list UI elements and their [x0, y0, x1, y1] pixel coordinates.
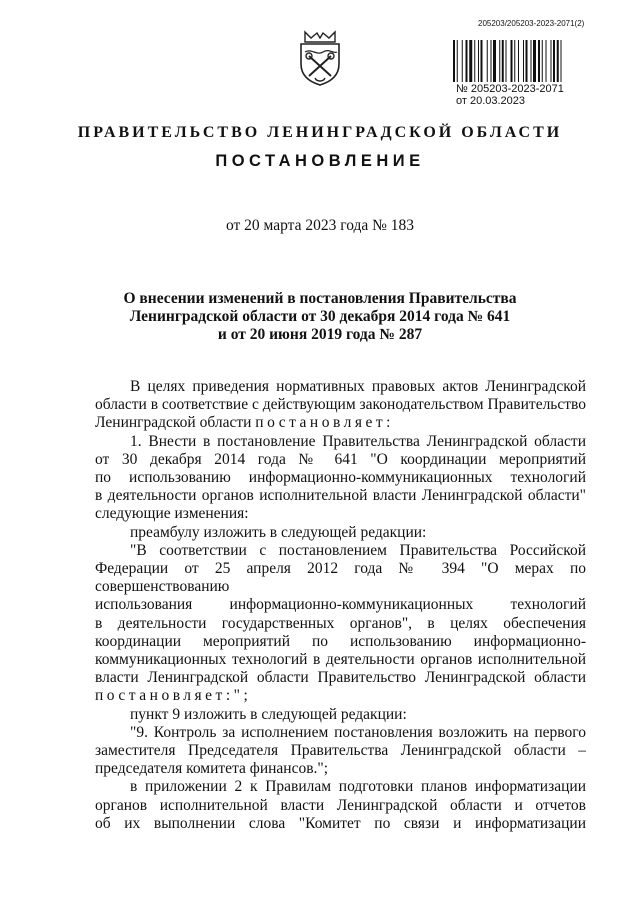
barcode-bar — [557, 40, 559, 82]
barcode-bar — [481, 40, 483, 82]
body-line: в приложении 2 к Правилам подготовки планов информатизации — [130, 778, 586, 796]
body-line: в деятельности государственных органов", в целях обеспечения — [95, 614, 586, 632]
barcode-bar — [487, 40, 488, 82]
body-line: пункт 9 изложить в следующей редакции: — [130, 705, 407, 723]
barcode-bar — [453, 40, 455, 82]
title-line: и от 20 июня 2019 года № 287 — [217, 326, 423, 343]
organization-title: ПРАВИТЕЛЬСТВО ЛЕНИНГРАДСКОЙ ОБЛАСТИ — [77, 124, 563, 141]
registration-number: № 205203-2023-2071 — [456, 83, 564, 95]
spaced-word: постановляет: — [255, 414, 394, 432]
body-text: Ленинградской области — [95, 414, 252, 432]
body-line: в деятельности органов исполнительной власти Ленинградской области" — [95, 487, 586, 505]
barcode-bar — [561, 40, 562, 82]
barcode-bar — [542, 40, 543, 82]
body-line: Федерации от 25 апреля 2012 года № 394 "О мерах по совершенствованию — [95, 560, 586, 596]
document-title — [0, 290, 640, 344]
barcode-bar — [531, 40, 532, 82]
barcode-bar — [466, 40, 468, 82]
document-reference: 205203/205203-2023-2071(2) — [478, 19, 585, 28]
barcode-bar — [511, 40, 513, 82]
registration-date: от 20.03.2023 — [456, 95, 526, 107]
barcode-bar — [474, 40, 475, 82]
barcode-bar — [478, 40, 479, 82]
barcode-bar — [518, 40, 519, 82]
barcode-bar — [514, 40, 515, 82]
body-line: от 30 декабря 2014 года № 641 "О координации мероприятий — [95, 450, 586, 468]
barcode-bar — [551, 40, 552, 82]
document-body — [95, 378, 586, 833]
body-line: преамбулу изложить в следующей редакции: — [130, 523, 427, 541]
barcode — [453, 40, 591, 82]
body-line: 1. Внести в постановление Правительства Ленинградской области — [130, 432, 586, 450]
spaced-word: постановляет:"; — [95, 687, 252, 705]
document-date-number: от 20 марта 2023 года № 183 — [225, 217, 415, 234]
body-line: В целях приведения нормативных правовых актов Ленинградской — [130, 378, 586, 395]
body-line: области в соответствие с действующим законодательством Правительство — [95, 396, 586, 414]
body-line: по использованию информационно-коммуникационных технологий — [95, 469, 586, 487]
barcode-bar — [553, 40, 555, 82]
barcode-bar — [533, 40, 536, 82]
body-line: коммуникационных технологий в деятельности органов исполнительной — [95, 651, 586, 669]
barcode-bar — [526, 40, 528, 82]
body-line: органов исполнительной власти Ленинградской области и отчетов — [95, 796, 586, 814]
body-line: председателя комитета финансов."; — [95, 760, 329, 778]
barcode-bar — [506, 40, 507, 82]
title-line: Ленинградской области от 30 декабря 2014 года № 641 — [129, 308, 511, 325]
body-line: об их выполнении слова "Комитет по связи и информатизации — [95, 814, 586, 832]
barcode-bar — [502, 40, 504, 82]
body-line: "9. Контроль за исполнением постановления возложить на первого — [130, 723, 586, 741]
body-line: "В соответствии с постановлением Правительства Российской — [130, 541, 586, 559]
body-line: заместителя Председателя Правительства Ленинградской области – — [95, 742, 586, 760]
barcode-bar — [462, 40, 463, 82]
barcode-bar — [469, 40, 472, 82]
barcode-bar — [493, 40, 496, 82]
coat-of-arms-emblem — [297, 30, 343, 86]
body-line — [95, 414, 586, 432]
title-line: О внесении изменений в постановления Правительства — [123, 290, 517, 307]
barcode-bar — [457, 40, 458, 82]
body-line: власти Ленинградской области Правительство Ленинградской области — [95, 669, 586, 687]
body-line: следующие изменения: — [95, 505, 249, 523]
body-line: использования информационно-коммуникационных технологий — [95, 596, 586, 614]
barcode-bar — [546, 40, 547, 82]
barcode-bar — [538, 40, 540, 82]
barcode-bar — [499, 40, 500, 82]
registration-stamp — [456, 83, 564, 107]
document-type: ПОСТАНОВЛЕНИЕ — [215, 152, 425, 170]
body-line: координации мероприятий по использованию информационно- — [95, 632, 586, 650]
barcode-bar — [491, 40, 492, 82]
barcode-bar — [523, 40, 524, 82]
